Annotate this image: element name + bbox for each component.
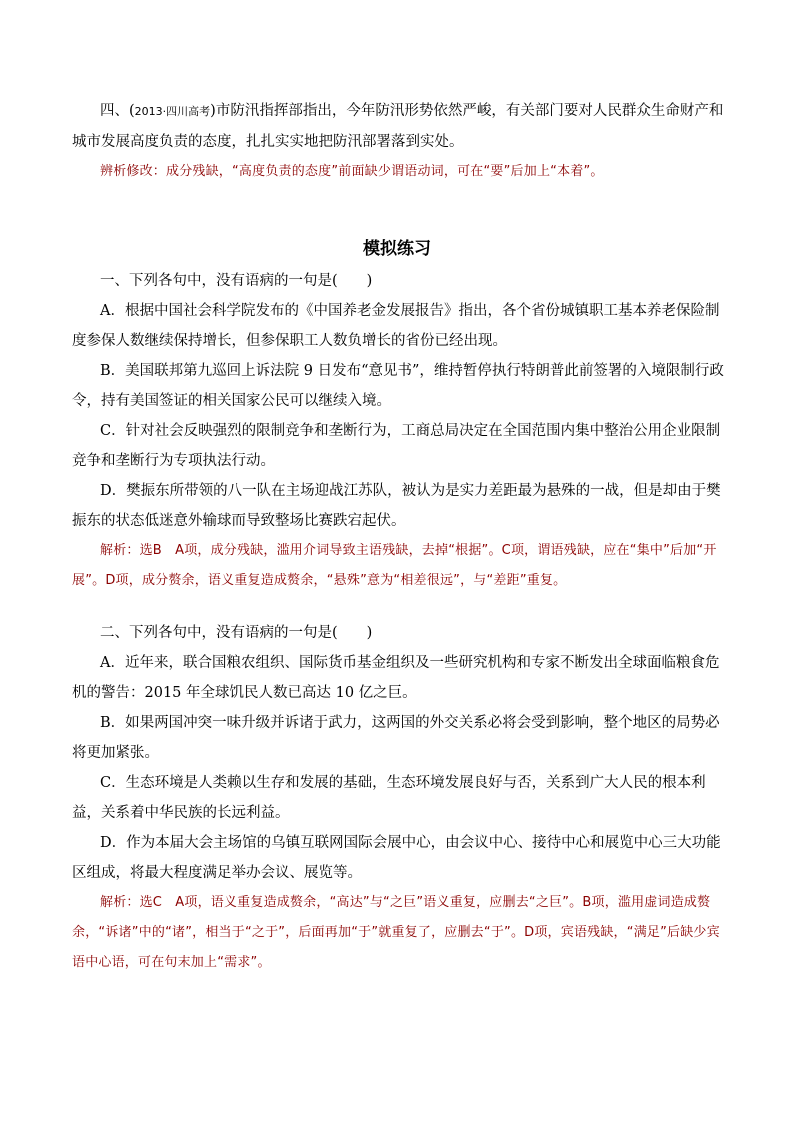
question-2-option-d: D．作为本届大会主场馆的乌镇互联网国际会展中心，由会议中心、接待中心和展览中心三大功能区组成，将最大程度满足举办会议、展览等。 bbox=[72, 835, 721, 881]
question-2-stem: 二、下列各句中，没有语病的一句是( ) bbox=[100, 625, 373, 641]
question-4 bbox=[72, 96, 732, 187]
question-1 bbox=[72, 266, 732, 596]
question-1-option-a: A．根据中国社会科学院发布的《中国养老金发展报告》指出，各个省份城镇职工基本养老保险制度参保人数继续保持增长，但参保职工人数负增长的省份已经出现。 bbox=[72, 303, 720, 349]
question-4-prefix: 四、( bbox=[100, 103, 135, 119]
question-2-option-c: C．生态环境是人类赖以生存和发展的基础，生态环境发展良好与否，关系到广大人民的根本利益，关系着中华民族的长远利益。 bbox=[72, 775, 706, 821]
section-title: 模拟练习 bbox=[363, 239, 431, 259]
question-4-stem bbox=[72, 96, 732, 157]
question-1-stem: 一、下列各句中，没有语病的一句是( ) bbox=[100, 273, 373, 289]
question-2 bbox=[72, 618, 732, 978]
question-4-text: )市防汛指挥部指出，今年防汛形势依然严峻，有关部门要对人民群众生命财产和城市发展高度负责的态度，扎扎实实地把防汛部署落到实处。 bbox=[72, 103, 724, 150]
question-4-source: 2013·四川高考 bbox=[134, 105, 211, 118]
question-1-option-c: C．针对社会反映强烈的限制竞争和垄断行为，工商总局决定在全国范围内集中整治公用企业限制竞争和垄断行为专项执法行动。 bbox=[72, 423, 721, 469]
question-1-option-d: D．樊振东所带领的八一队在主场迎战江苏队，被认为是实力差距最为悬殊的一战，但是却由于樊振东的状态低迷意外输球而导致整场比赛跌宕起伏。 bbox=[72, 483, 721, 529]
question-2-option-b: B．如果两国冲突一味升级并诉诸于武力，这两国的外交关系必将会受到影响，整个地区的局势必将更加紧张。 bbox=[72, 715, 720, 761]
question-1-option-b: B．美国联邦第九巡回上诉法院 9 日发布“意见书”，维持暂停执行特朗普此前签署的入境限制行政令，持有美国签证的相关国家公民可以继续入境。 bbox=[72, 363, 724, 409]
question-4-analysis: 辨析修改：成分残缺，“高度负责的态度”前面缺少谓语动词，可在“要”后加上“本着”。 bbox=[100, 164, 604, 179]
question-2-analysis: 解析：选C A项，语义重复造成赘余，“高达”与“之巨”语义重复，应删去“之巨”。B项，滥用虚词造成赘余，“诉诸”中的“诸”，相当于“之于”，后面再加“于”就重复了，应删去“于”。D项，宾语残缺，“满足”后缺少宾语中心语，可在句末加上“需求”。 bbox=[72, 895, 720, 970]
question-1-analysis: 解析：选B A项，成分残缺，滥用介词导致主语残缺，去掉“根据”。C项，谓语残缺，应在“集中”后加“开展”。D项，成分赘余，语义重复造成赘余，“悬殊”意为“相差很远”，与“差距”重复。 bbox=[72, 543, 717, 588]
question-2-option-a: A．近年来，联合国粮农组织、国际货币基金组织及一些研究机构和专家不断发出全球面临粮食危机的警告：2015 年全球饥民人数已高达 10 亿之巨。 bbox=[72, 655, 720, 701]
